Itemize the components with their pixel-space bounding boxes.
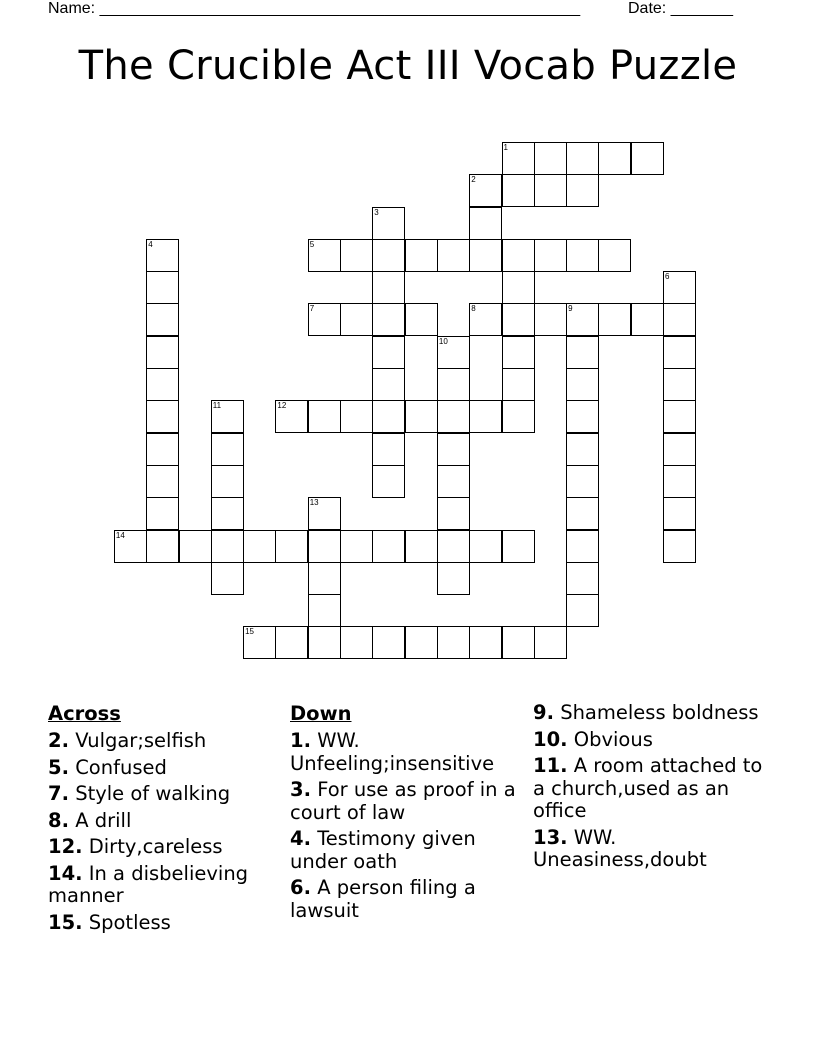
crossword-cell[interactable] (437, 626, 470, 659)
clue-num: 12. (48, 835, 83, 858)
crossword-cell[interactable] (663, 368, 696, 401)
crossword-cell[interactable] (566, 465, 599, 498)
clue-number: 9 (568, 304, 573, 314)
crossword-cell[interactable] (502, 336, 535, 369)
crossword-cell[interactable] (405, 239, 438, 272)
crossword-cell[interactable] (502, 303, 535, 336)
clue-num: 1. (290, 729, 311, 752)
across-clues (48, 702, 284, 938)
crossword-cell[interactable] (340, 626, 373, 659)
crossword-cell[interactable] (469, 174, 502, 207)
clue-text: Confused (75, 755, 167, 779)
crossword-cell[interactable] (502, 271, 535, 304)
crossword-cell[interactable] (146, 271, 179, 304)
crossword-cell[interactable] (372, 400, 405, 433)
crossword-cell[interactable] (631, 142, 664, 175)
crossword-cell[interactable] (372, 239, 405, 272)
crossword-cell[interactable] (598, 303, 631, 336)
puzzle-title: The Crucible Act III Vocab Puzzle (78, 43, 738, 89)
crossword-cell[interactable] (502, 142, 535, 175)
crossword-cell[interactable] (372, 271, 405, 304)
crossword-cell[interactable] (437, 465, 470, 498)
crossword-cell[interactable] (211, 562, 244, 595)
crossword-cell[interactable] (437, 368, 470, 401)
clue-item (48, 757, 284, 780)
clue-item (533, 755, 769, 823)
crossword-cell[interactable] (340, 303, 373, 336)
clue-item (290, 730, 526, 775)
crossword-cell[interactable] (340, 530, 373, 563)
crossword-cell[interactable] (598, 142, 631, 175)
crossword-cell[interactable] (308, 303, 341, 336)
clue-item (48, 730, 284, 753)
clue-number: 13 (309, 498, 319, 508)
crossword-cell[interactable] (663, 271, 696, 304)
clue-item (48, 863, 284, 908)
crossword-cell[interactable] (114, 530, 147, 563)
down-clues (290, 702, 526, 926)
crossword-cell[interactable] (275, 626, 308, 659)
clue-number: 7 (309, 304, 315, 314)
clue-number: 2 (471, 175, 476, 185)
crossword-cell[interactable] (663, 497, 696, 530)
crossword-cell[interactable] (146, 239, 179, 272)
crossword-cell[interactable] (663, 303, 696, 336)
crossword-cell[interactable] (502, 530, 535, 563)
crossword-cell[interactable] (372, 368, 405, 401)
clue-num: 15. (48, 910, 83, 934)
crossword-cell[interactable] (146, 336, 179, 369)
crossword-cell[interactable] (663, 400, 696, 433)
clue-num: 13. (533, 825, 568, 849)
clue-number: 10 (438, 336, 448, 346)
clue-text: Spotless (88, 910, 171, 934)
down-heading: Down (290, 702, 352, 725)
crossword-cell[interactable] (405, 530, 438, 563)
crossword-cell[interactable] (598, 239, 631, 272)
down-clue-list-continued (533, 702, 769, 872)
crossword-cell[interactable] (211, 433, 244, 466)
clue-text: Obvious (573, 727, 653, 751)
crossword-cell[interactable] (663, 433, 696, 466)
crossword-cell[interactable] (437, 336, 470, 369)
crossword-cell[interactable] (405, 303, 438, 336)
crossword-cell[interactable] (243, 626, 276, 659)
down-clue-list (290, 730, 526, 922)
date-field-label[interactable]: Date: _______ (628, 0, 733, 17)
crossword-cell[interactable] (502, 239, 535, 272)
clue-num: 10. (533, 727, 568, 751)
clue-number: 15 (245, 627, 254, 637)
crossword-cell[interactable] (631, 303, 664, 336)
clue-num: 14. (48, 861, 83, 885)
crossword-cell[interactable] (308, 400, 341, 433)
clue-text: WW. Uneasiness,doubt (533, 825, 707, 871)
crossword-cell[interactable] (534, 303, 567, 336)
crossword-cell[interactable] (502, 626, 535, 659)
clue-number: 3 (374, 207, 379, 217)
crossword-cell[interactable] (566, 594, 599, 627)
crossword-cell[interactable] (534, 239, 567, 272)
clue-num: 8. (48, 808, 69, 832)
crossword-cell[interactable] (340, 239, 373, 272)
crossword-cell[interactable] (502, 174, 535, 207)
clue-number: 5 (309, 239, 315, 249)
crossword-cell[interactable] (211, 530, 244, 563)
crossword-cell[interactable] (469, 207, 502, 240)
crossword-cell[interactable] (340, 400, 373, 433)
crossword-cell[interactable] (663, 465, 696, 498)
clue-text: Testimony given under oath (290, 827, 476, 873)
clue-text: In a disbelieving manner (48, 861, 249, 907)
clue-text: A person filing a lawsuit (290, 876, 476, 922)
crossword-cell[interactable] (566, 368, 599, 401)
crossword-cell[interactable] (437, 562, 470, 595)
clue-text: Style of walking (75, 782, 231, 805)
crossword-cell[interactable] (437, 497, 470, 530)
clue-text: Vulgar;selfish (75, 729, 207, 752)
across-clue-list (48, 730, 284, 934)
clue-text: For use as proof in a court of law (290, 778, 516, 824)
crossword-cell[interactable] (275, 530, 308, 563)
clue-text: WW. Unfeeling;insensitive (290, 729, 495, 775)
clue-number: 4 (148, 239, 153, 249)
clue-num: 4. (290, 827, 311, 850)
crossword-cell[interactable] (372, 303, 405, 336)
crossword-cell[interactable] (437, 433, 470, 466)
crossword-cell[interactable] (566, 562, 599, 595)
clue-item (48, 810, 284, 833)
clue-num: 9. (533, 701, 554, 724)
clue-item (533, 827, 769, 872)
crossword-cell[interactable] (566, 174, 599, 207)
crossword-cell[interactable] (308, 530, 341, 563)
clue-number: 12 (277, 401, 287, 411)
clue-num: 3. (290, 778, 311, 801)
crossword-cell[interactable] (372, 465, 405, 498)
crossword-cell[interactable] (534, 142, 567, 175)
crossword-cell[interactable] (663, 336, 696, 369)
clue-num: 6. (290, 876, 311, 899)
clue-number: 14 (115, 530, 125, 540)
crossword-cell[interactable] (243, 530, 276, 563)
crossword-cell[interactable] (437, 530, 470, 563)
crossword-cell[interactable] (566, 239, 599, 272)
crossword-cell[interactable] (372, 207, 405, 240)
clue-num: 11. (533, 754, 568, 777)
clue-text: Shameless boldness (560, 701, 759, 724)
crossword-cell[interactable] (308, 626, 341, 659)
crossword-cell[interactable] (566, 303, 599, 336)
clue-item (533, 702, 769, 725)
clue-item (48, 912, 284, 935)
crossword-cell[interactable] (146, 433, 179, 466)
clue-item (290, 779, 526, 824)
crossword-cell[interactable] (437, 239, 470, 272)
crossword-cell[interactable] (566, 400, 599, 433)
crossword-cell[interactable] (372, 336, 405, 369)
clue-num: 5. (48, 755, 69, 779)
clue-number: 1 (503, 142, 508, 152)
clue-number: 11 (212, 401, 222, 411)
crossword-cell[interactable] (146, 368, 179, 401)
name-field-label[interactable]: Name: ______________________________________________________ (48, 0, 581, 17)
crossword-cell[interactable] (566, 497, 599, 530)
crossword-cell[interactable] (663, 530, 696, 563)
crossword-cell[interactable] (211, 400, 244, 433)
crossword-cell[interactable] (469, 530, 502, 563)
crossword-cell[interactable] (275, 400, 308, 433)
crossword-cell[interactable] (372, 433, 405, 466)
crossword-cell[interactable] (146, 303, 179, 336)
crossword-cell[interactable] (566, 433, 599, 466)
crossword-cell[interactable] (405, 400, 438, 433)
crossword-cell[interactable] (146, 400, 179, 433)
crossword-cell[interactable] (469, 400, 502, 433)
crossword-cell[interactable] (372, 626, 405, 659)
crossword-cell[interactable] (502, 400, 535, 433)
clue-text: A room attached to a church,used as an office (533, 754, 763, 822)
crossword-cell[interactable] (566, 530, 599, 563)
clue-item (48, 783, 284, 806)
crossword-cell[interactable] (502, 368, 535, 401)
crossword-cell[interactable] (469, 239, 502, 272)
crossword-cell[interactable] (308, 562, 341, 595)
crossword-cell[interactable] (405, 626, 438, 659)
crossword-cell[interactable] (437, 400, 470, 433)
crossword-cell[interactable] (534, 174, 567, 207)
crossword-cell[interactable] (146, 530, 179, 563)
clue-number: 6 (665, 272, 670, 282)
crossword-cell[interactable] (146, 497, 179, 530)
crossword-cell[interactable] (566, 336, 599, 369)
crossword-cell[interactable] (211, 465, 244, 498)
crossword-cell[interactable] (211, 497, 244, 530)
crossword-cell[interactable] (469, 303, 502, 336)
clue-item (533, 729, 769, 752)
crossword-cell[interactable] (372, 530, 405, 563)
crossword-cell[interactable] (308, 497, 341, 530)
clue-item (290, 828, 526, 873)
crossword-cell[interactable] (179, 530, 212, 563)
crossword-cell[interactable] (308, 239, 341, 272)
clue-text: A drill (75, 808, 132, 832)
crossword-cell[interactable] (469, 626, 502, 659)
clue-text: Dirty,careless (88, 835, 223, 858)
clue-item (48, 836, 284, 859)
across-heading: Across (48, 702, 121, 725)
clue-num: 7. (48, 782, 69, 805)
crossword-cell[interactable] (534, 626, 567, 659)
crossword-cell[interactable] (146, 465, 179, 498)
crossword-cell[interactable] (308, 594, 341, 627)
clue-item (290, 877, 526, 922)
down-clues-continued (533, 702, 769, 876)
clue-num: 2. (48, 729, 69, 752)
clue-number: 8 (471, 304, 476, 314)
crossword-cell[interactable] (566, 142, 599, 175)
